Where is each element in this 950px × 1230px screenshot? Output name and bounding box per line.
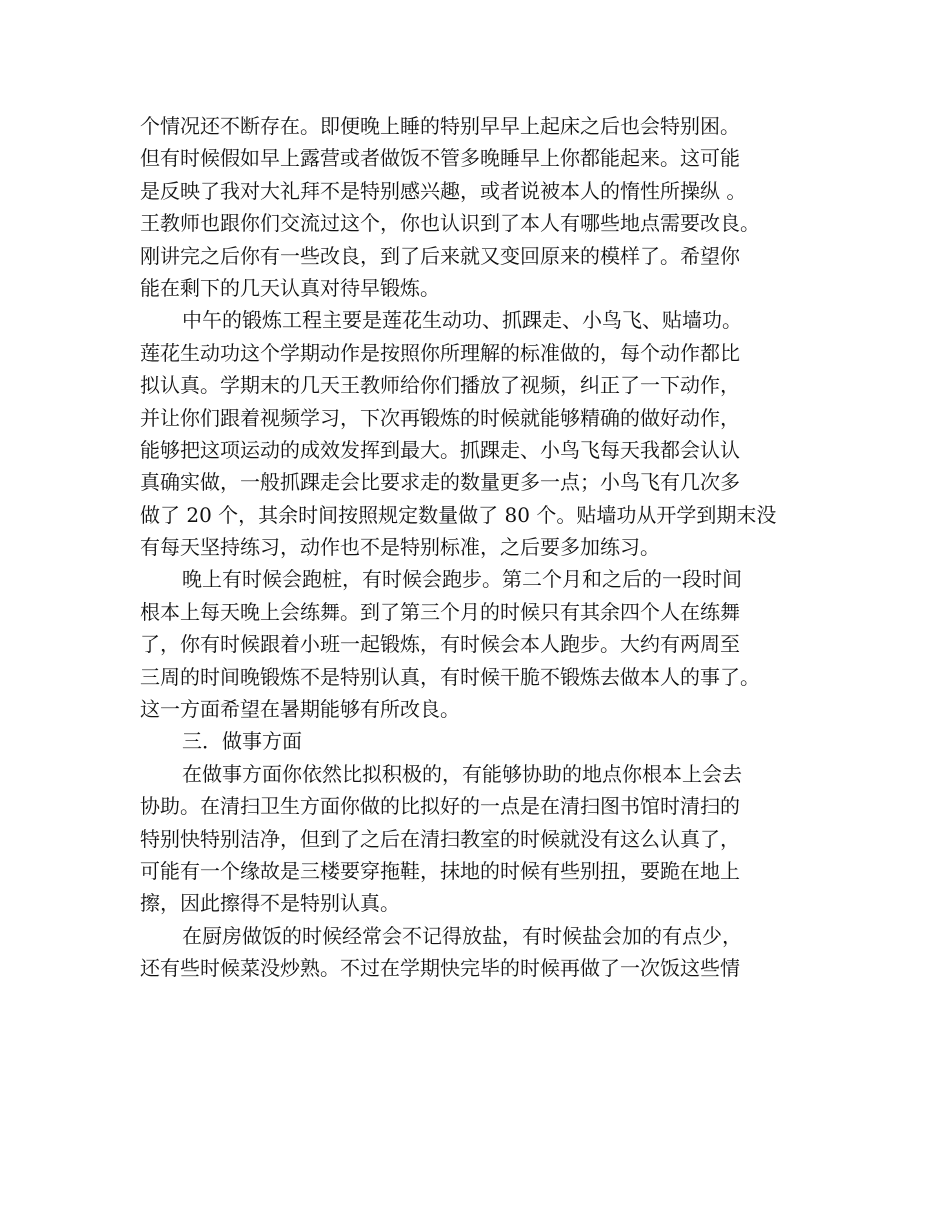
paragraph-first-line: 中午的锻炼工程主要是莲花生动功、抓踝走、小鸟飞、贴墙功。 [182, 308, 742, 333]
text-line: 拟认真。学期末的几天王教师给你们播放了视频，纠正了一下动作， [140, 373, 740, 398]
text-line: 并让你们跟着视频学习，下次再锻炼的时候就能够精确的做好动作， [140, 405, 740, 430]
text-line: 能在剩下的几天认真对待早锻炼。 [140, 275, 440, 300]
text-line: 真确实做，一般抓踝走会比要求走的数量更多一点；小鸟飞有几次多 [140, 470, 740, 495]
text-line: 特别快特别洁净，但到了之后在清扫教室的时候就没有这么认真了， [140, 826, 740, 851]
text-line: 可能有一个缘故是三楼要穿拖鞋，抹地的时候有些别扭，要跪在地上 [140, 858, 740, 883]
paragraph-first-line: 在做事方面你依然比拟积极的，有能够协助的地点你根本上会去 [182, 761, 742, 786]
text-line: 做了 20 个，其余时间按照规定数量做了 80 个。贴墙功从开学到期末没 [140, 502, 777, 527]
text-line: 三周的时间晚锻炼不是特别认真，有时候干脆不锻炼去做本人的事了。 [140, 664, 760, 689]
paragraph-first-line: 在厨房做饭的时候经常会不记得放盐，有时候盐会加的有点少， [182, 923, 742, 948]
document-body [140, 110, 810, 985]
text-line: 了，你有时候跟着小班一起锻炼，有时候会本人跑步。大约有两周至 [140, 632, 740, 657]
text-line: 莲花生动功这个学期动作是按照你所理解的标准做的，每个动作都比 [140, 340, 740, 365]
text-line: 是反映了我对大礼拜不是特别感兴趣，或者说被本人的惰性所操纵 。 [140, 178, 747, 203]
text-line: 个情况还不断存在。即便晚上睡的特别早早上起床之后也会特别困。 [140, 114, 740, 138]
text-line: 擦，因此擦得不是特别认真。 [140, 891, 400, 916]
text-line: 还有些时候菜没炒熟。不过在学期快完毕的时候再做了一次饭这些情 [140, 956, 740, 981]
paragraph-first-line: 三．做事方面 [182, 729, 302, 754]
paragraph-first-line: 晚上有时候会跑桩，有时候会跑步。第二个月和之后的一段时间 [182, 567, 742, 592]
text-line: 但有时候假如早上露营或者做饭不管多晚睡早上你都能起来。这可能 [140, 146, 740, 171]
text-line: 刚讲完之后你有一些改良，到了后来就又变回原来的模样了。希望你 [140, 243, 740, 268]
text-line: 王教师也跟你们交流过这个，你也认识到了本人有哪些地点需要改良。 [140, 211, 760, 236]
text-line: 协助。在清扫卫生方面你做的比拟好的一点是在清扫图书馆时清扫的 [140, 794, 740, 819]
text-line: 这一方面希望在暑期能够有所改良。 [140, 697, 460, 722]
text-line: 有每天坚持练习，动作也不是特别标准，之后要多加练习。 [140, 535, 660, 560]
text-line: 根本上每天晚上会练舞。到了第三个月的时候只有其余四个人在练舞 [140, 599, 740, 624]
text-line: 能够把这项运动的成效发挥到最大。抓踝走、小鸟飞每天我都会认认 [140, 437, 740, 462]
